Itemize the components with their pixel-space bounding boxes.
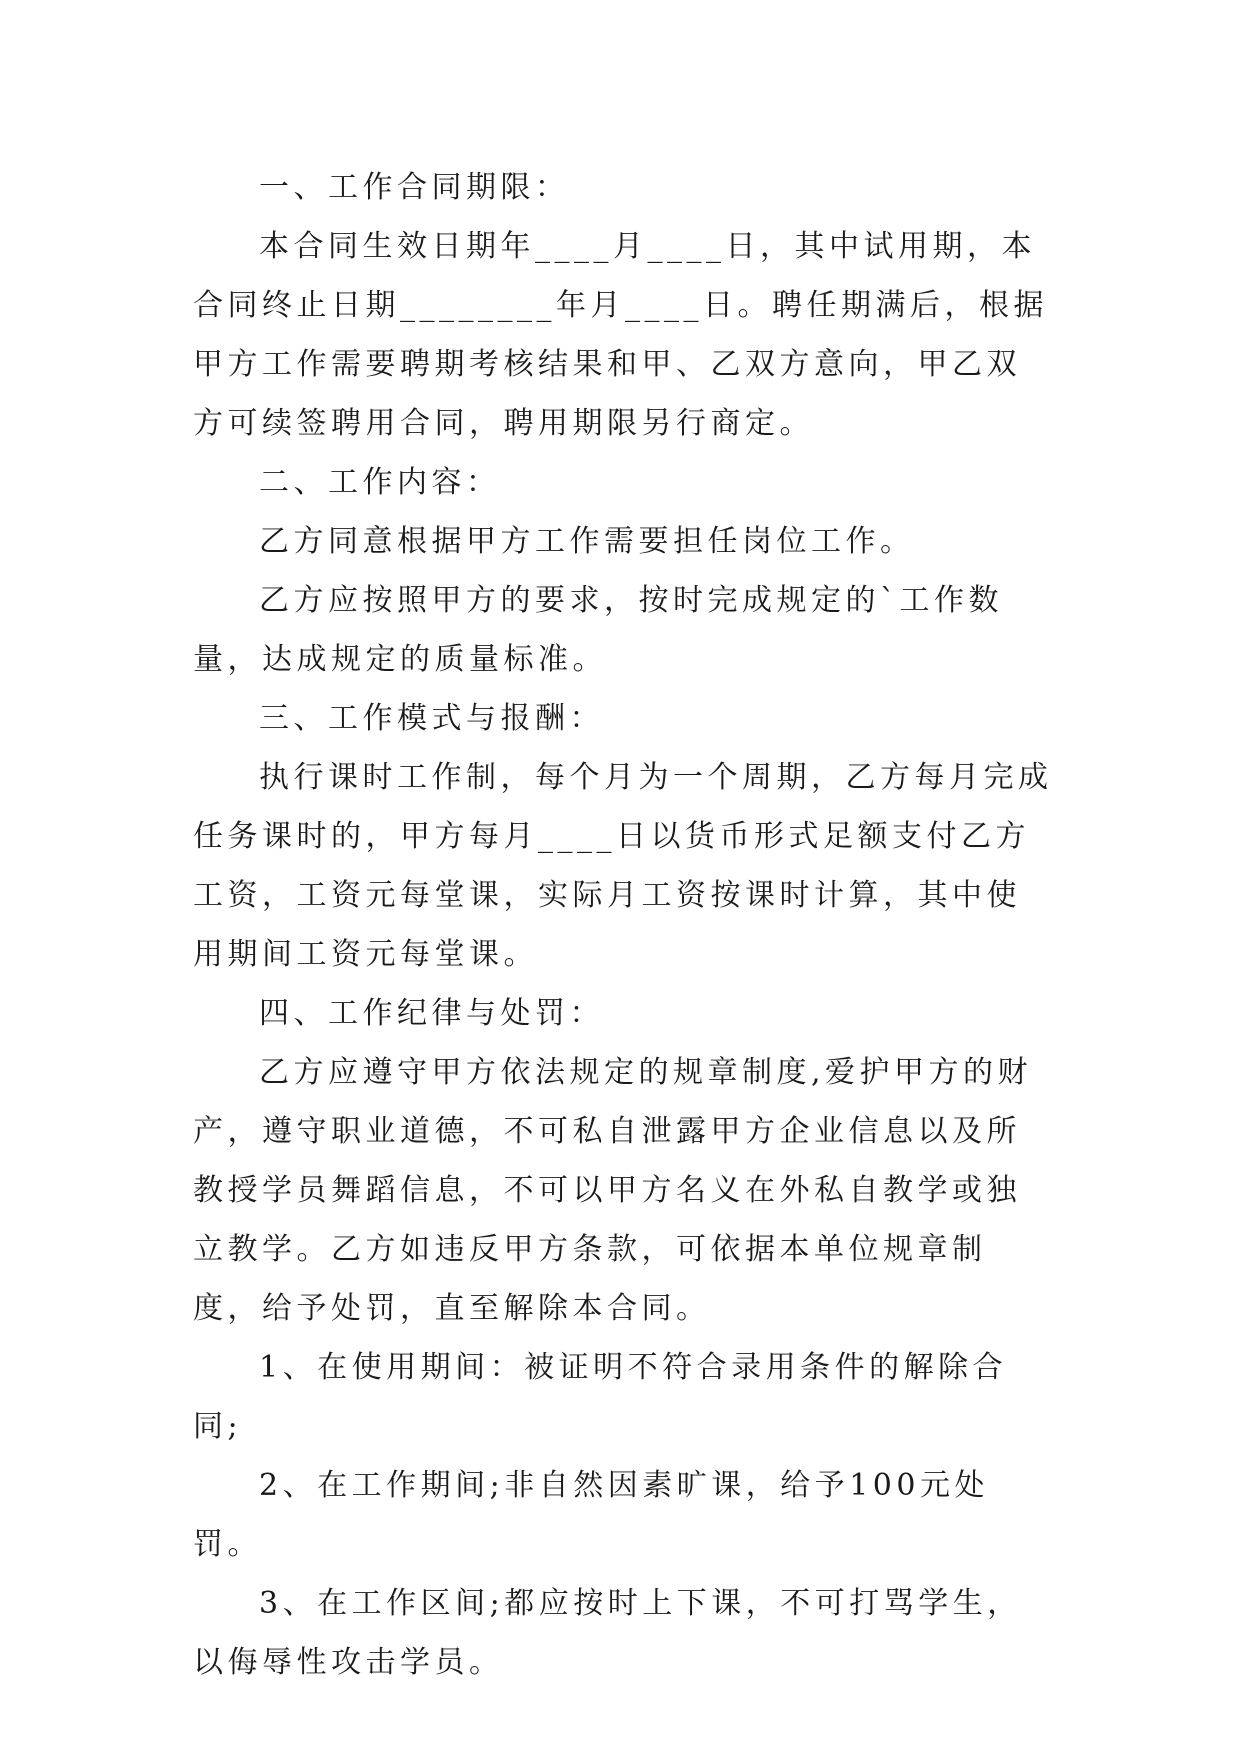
- list-item-penalty-1: 1、在使用期间：被证明不符合录用条件的解除合同;: [193, 1350, 1008, 1444]
- list-item-penalty-3: 3、在工作区间;都应按时上下课，不可打骂学生，以侮辱性攻击学员。: [193, 1586, 1022, 1680]
- paragraph-discipline-rules: 乙方应遵守甲方依法规定的规章制度,爱护甲方的财产，遵守职业道德，不可私自泄露甲方企业信息以及所教授学员舞蹈信息，不可以甲方名义在外私自教学或独立教学。乙方如违反甲方条款，可依据本单位规章制度，给予处罚，直至解除本合同。: [193, 1055, 1033, 1326]
- paragraph-position: 乙方同意根据甲方工作需要担任岗位工作。: [259, 524, 915, 559]
- list-item-penalty-2: 2、在工作期间;非自然因素旷课，给予100元处罚。: [193, 1468, 989, 1562]
- paragraph-contract-dates: 本合同生效日期年____月____日，其中试用期，本合同终止日期________年月____日。聘任期满后，根据甲方工作需要聘期考核结果和甲、乙双方意向，甲乙双方可续签聘用合同，聘用期限另行商定。: [193, 229, 1048, 441]
- section-heading-discipline: 四、工作纪律与处罚：: [259, 996, 604, 1031]
- section-heading-work-content: 二、工作内容：: [259, 465, 501, 500]
- paragraph-work-requirements: 乙方应按照甲方的要求，按时完成规定的`工作数量，达成规定的质量标准。: [193, 583, 1003, 677]
- paragraph-pay-terms: 执行课时工作制，每个月为一个周期，乙方每月完成任务课时的，甲方每月____日以货币形式足额支付乙方工资，工资元每堂课，实际月工资按课时计算，其中使用期间工资元每堂课。: [193, 760, 1053, 972]
- document-body: [193, 158, 1053, 1692]
- section-heading-work-mode-pay: 三、工作模式与报酬：: [259, 701, 604, 736]
- section-heading-contract-term: 一、工作合同期限：: [259, 170, 570, 205]
